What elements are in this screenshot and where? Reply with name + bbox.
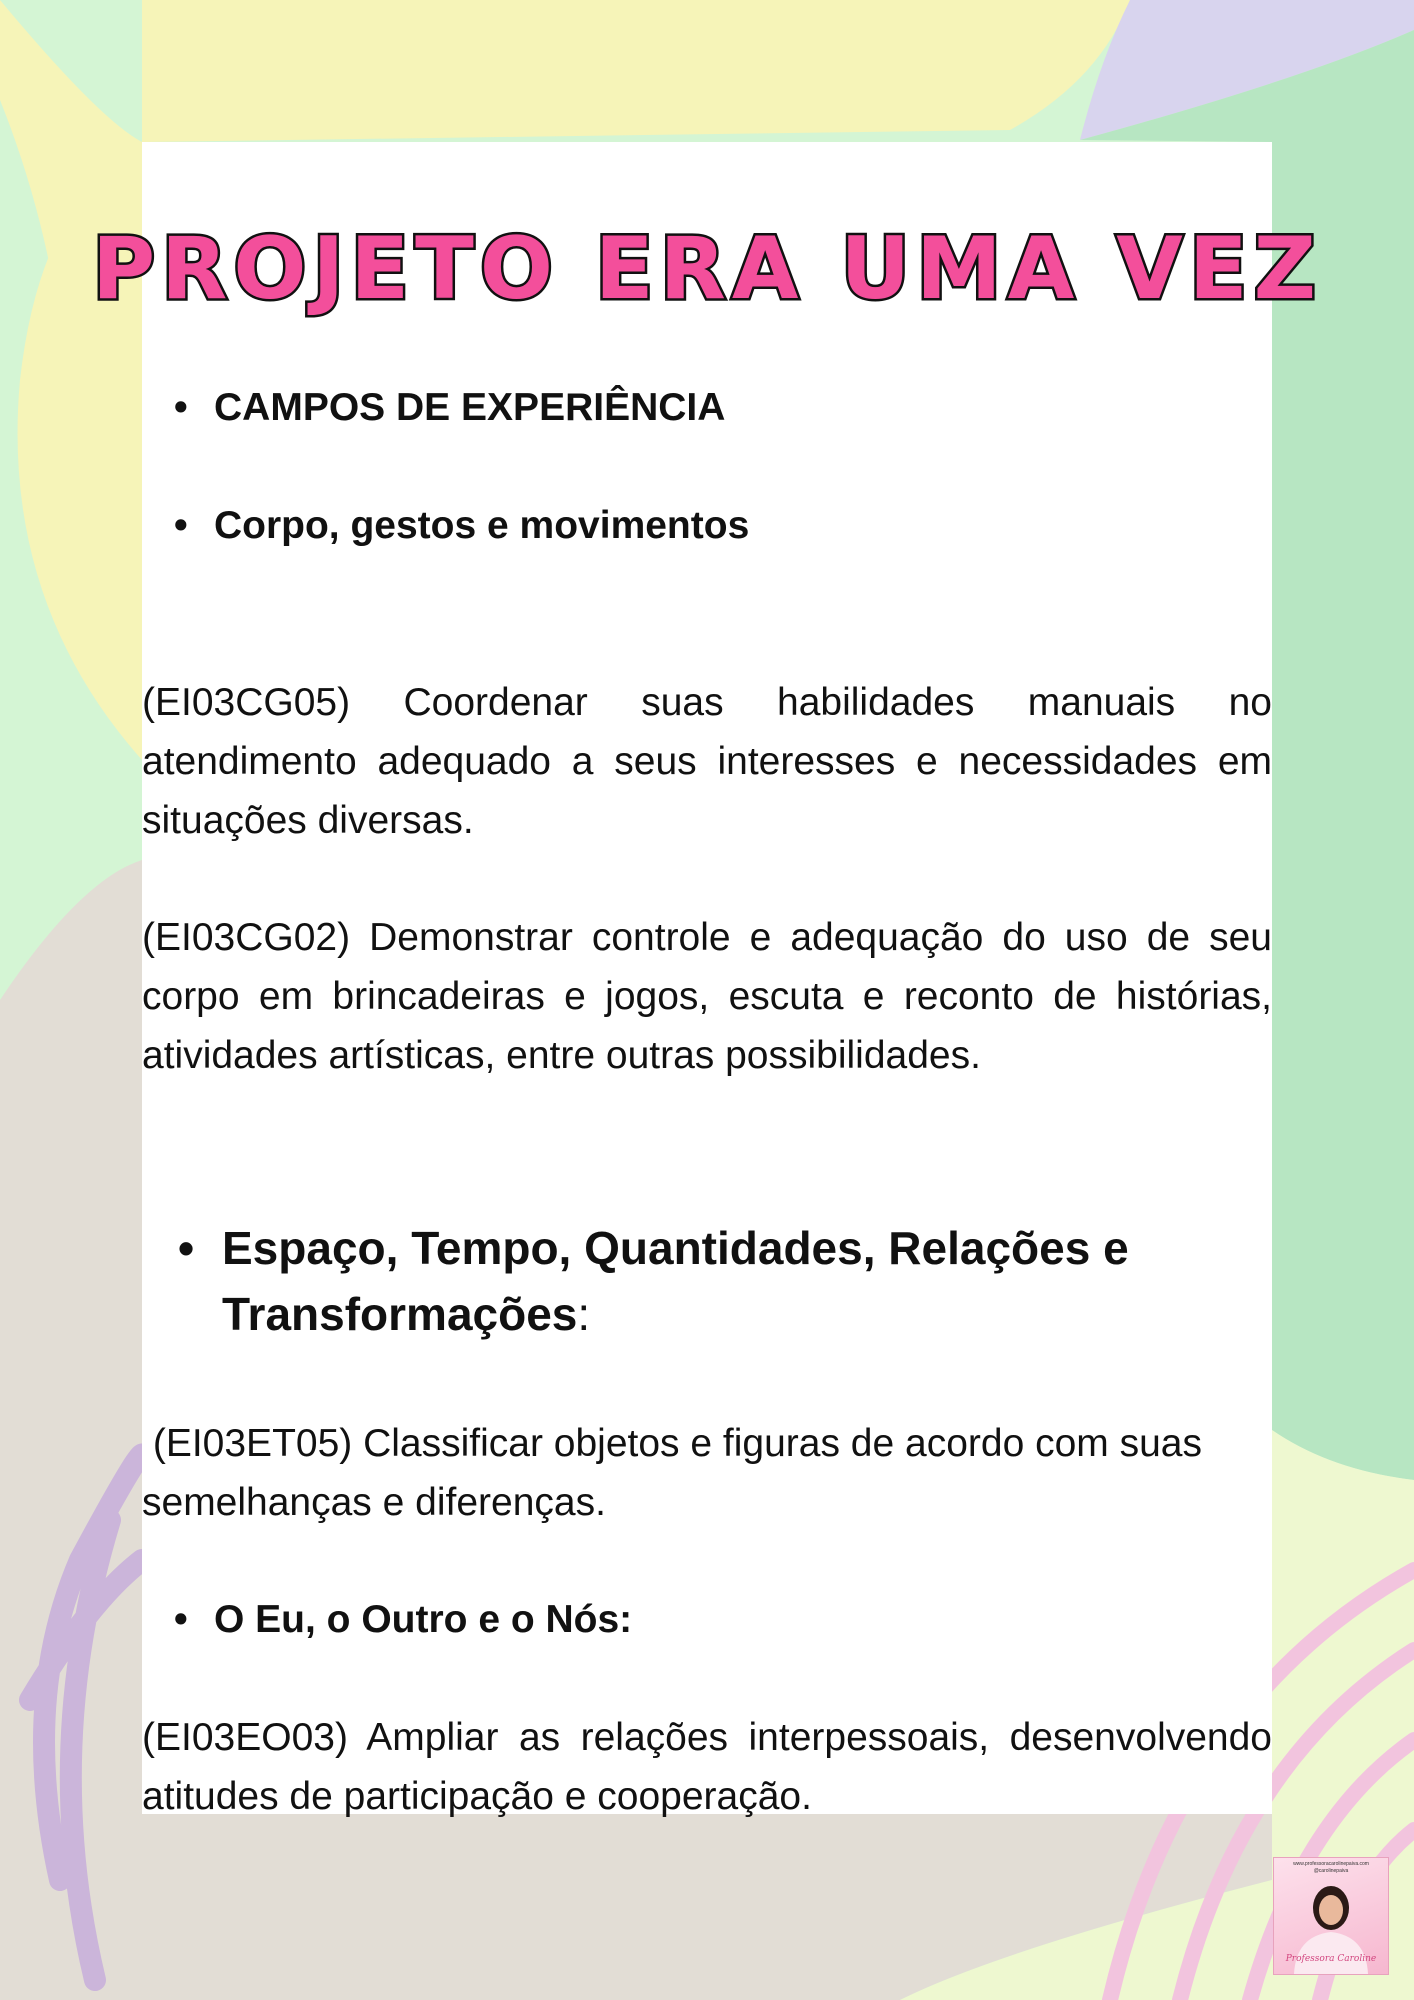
badge-signature: Professora Caroline (1285, 1954, 1377, 1964)
objective-cg05: (EI03CG05) Coordenar suas habilidades manuais no atendimento adequado a seus interesses e necessidades em situações diversas. (142, 681, 1272, 842)
espaco-heading-text: Espaço, Tempo, Quantidades, Relações e Transformações (222, 1222, 1129, 1340)
espaco-heading-colon: : (577, 1288, 591, 1340)
objective-cg02: (EI03CG02) Demonstrar controle e adequação do uso de seu corpo em brincadeiras e jogos, escuta e reconto de histórias, atividades artísticas, entre outras possibilidades. (142, 916, 1272, 1077)
campos-heading: • CAMPOS DE EXPERIÊNCIA (142, 385, 725, 431)
objective-eo03: (EI03EO03) Ampliar as relações interpessoais, desenvolvendo atitudes de participação e cooperação. (142, 1716, 1272, 1818)
badge-site: www.professoracarolinepaiva.com (1293, 1861, 1369, 1867)
page-title (0, 218, 1414, 318)
badge-handle: @carolinepaiva (1313, 1868, 1349, 1874)
page-title-text: PROJETO ERA UMA VEZ (92, 219, 1322, 318)
objective-et05: (EI03ET05) Classificar objetos e figuras de acordo com suas semelhanças e diferenças. (142, 1422, 1213, 1524)
corpo-heading: • Corpo, gestos e movimentos (142, 503, 749, 549)
eu-heading: • O Eu, o Outro e o Nós: (142, 1597, 632, 1643)
author-badge (1273, 1857, 1389, 1975)
espaco-heading (142, 1215, 1222, 1347)
